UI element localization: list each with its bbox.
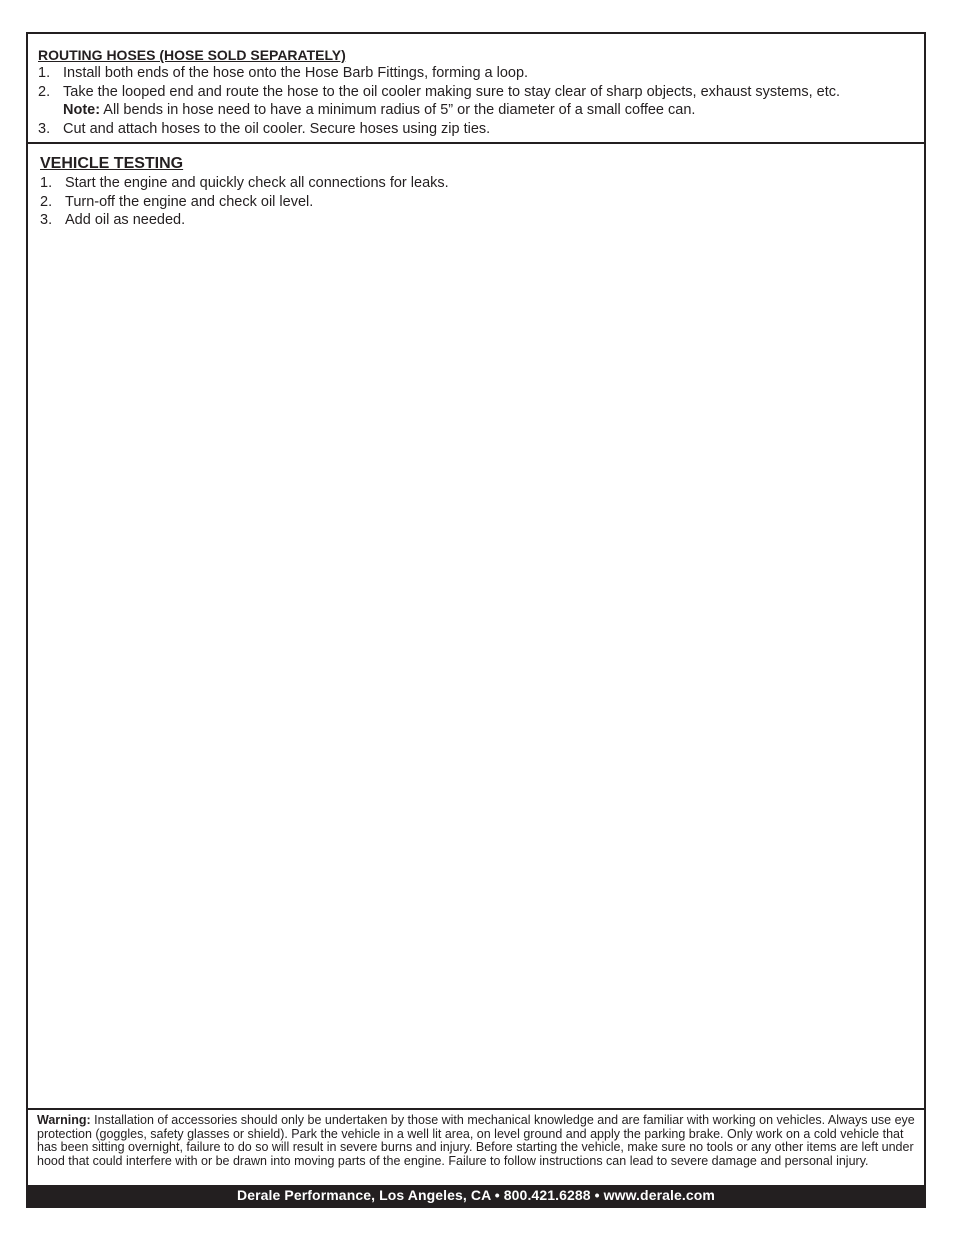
step-number: 2. — [40, 193, 53, 210]
step-text: Cut and attach hoses to the oil cooler. Secure hoses using zip ties. — [63, 120, 491, 137]
footer-bar: Derale Performance, Los Angeles, CA • 800.421.6288 • www.derale.com — [28, 1185, 924, 1206]
step-number: 2. — [38, 83, 51, 100]
step-text: Install both ends of the hose onto the Hose Barb Fittings, forming a loop. — [63, 65, 529, 81]
step-text: Take the looped end and route the hose to the oil cooler making sure to stay clear of sharp objects, exhaust systems, etc. — [63, 83, 840, 100]
page-frame — [26, 32, 926, 1208]
step-text: Add oil as needed. — [65, 212, 186, 228]
testing-step-3 — [40, 211, 449, 230]
routing-hoses-heading: ROUTING HOSES (HOSE SOLD SEPARATELY) — [38, 47, 346, 63]
step-number: 1. — [40, 175, 53, 191]
warning-body: Installation of accessories should only be undertaken by those with mechanical knowledge and are familiar with working on vehicles. Always use eye protection (goggles, safety glasses or shield). Park the vehicle in a well lit area, on level ground and apply the parking brake. Only work on a cold vehicle that has been sitting overnight, failure to do so will result in severe burns and injury. Before starting the vehicle, make sure no tools or any other items are left under hood that could interfere with or be drawn into moving parts of the engine. Failure to follow instructions can lead to severe damage and personal injury. — [37, 1113, 915, 1168]
vehicle-testing-section — [28, 144, 924, 1110]
routing-hoses-section — [28, 34, 924, 144]
routing-note — [63, 101, 840, 120]
routing-step-2 — [38, 83, 840, 120]
step-number: 3. — [38, 120, 51, 137]
warning-paragraph — [37, 1114, 923, 1168]
testing-step-1 — [40, 174, 449, 193]
routing-step-3 — [38, 120, 840, 139]
step-number: 3. — [40, 212, 53, 228]
vehicle-testing-heading: VEHICLE TESTING — [40, 155, 184, 172]
step-text: Start the engine and quickly check all connections for leaks. — [65, 175, 449, 191]
warning-label: Warning: — [37, 1113, 91, 1127]
testing-step-2 — [40, 193, 449, 212]
step-text: Turn-off the engine and check oil level. — [65, 193, 314, 210]
step-number: 1. — [38, 65, 51, 81]
routing-step-1 — [38, 64, 840, 83]
note-label: Note: — [63, 102, 101, 118]
routing-steps-list — [38, 64, 840, 138]
note-text: All bends in hose need to have a minimum radius of 5” or the diameter of a small coffee can. — [100, 102, 696, 118]
testing-steps-list — [40, 174, 449, 230]
warning-section — [28, 1110, 924, 1185]
